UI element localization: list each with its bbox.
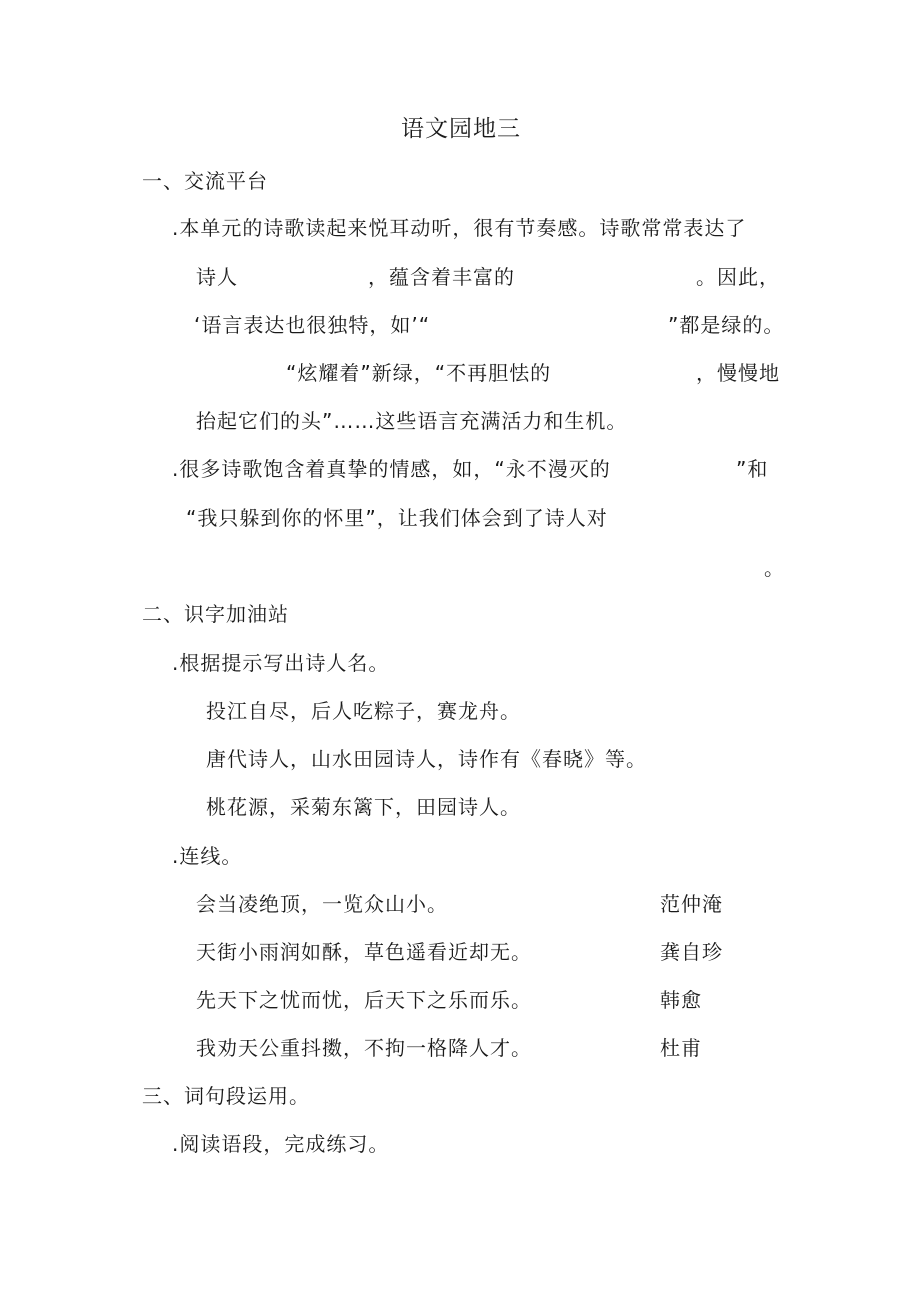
match-line-1: 会当凌绝顶，一览众山小。 [196,892,448,916]
s2-question-1: .根据提示写出诗人名。 [172,651,390,675]
match-line-2: 天街小雨润如酥，草色遥看近却无。 [196,940,532,964]
s1-p1-line3-a: ‘语言表达也很独特，如’“ [194,313,431,337]
s1-p1-line5: 抬起它们的头”……这些语言充满活力和生机。 [196,409,628,433]
s1-p2-line1-b: ”和 [736,457,769,481]
s2-hint-1: 投江自尽，后人吃粽子，赛龙舟。 [206,699,521,723]
section-1-heading: 一、交流平台 [142,169,268,193]
s1-p1-line2-a: 诗人 [196,265,238,289]
s2-hint-3: 桃花源，采菊东篱下，田园诗人。 [206,795,521,819]
section-3-heading: 三、词句段运用。 [142,1084,310,1108]
page-title: 语文园地三 [401,116,521,142]
s3-question-1: .阅读语段，完成练习。 [172,1132,390,1156]
s1-p1-line2-b: ，蕴含着丰富的 [368,265,515,289]
section-2-heading: 二、识字加油站 [142,602,289,626]
match-poet-1: 范仲淹 [660,892,723,916]
match-line-4: 我劝天公重抖擞，不拘一格降人才。 [196,1036,532,1060]
s1-p1-line1: .本单元的诗歌读起来悦耳动听，很有节奏感。诗歌常常表达了 [172,216,747,240]
s1-p2-line2: “我只躲到你的怀里”，让我们体会到了诗人对 [186,506,608,530]
s1-p1-line4-a: “炫耀着”新绿，“不再胆怯的 [286,361,552,385]
match-poet-3: 韩愈 [660,988,702,1012]
match-line-3: 先天下之忧而忧，后天下之乐而乐。 [196,988,532,1012]
s1-p1-line2-c: 。因此， [696,265,780,289]
s2-hint-2: 唐代诗人，山水田园诗人，诗作有《春晓》等。 [206,747,647,771]
s1-p1-line4-b: ，慢慢地 [696,361,780,385]
s1-p2-line1-a: .很多诗歌饱含着真挚的情感，如，“永不漫灭的 [172,457,611,481]
match-poet-2: 龚自珍 [660,940,723,964]
s1-p1-line3-b: ”都是绿的。 [668,313,785,337]
s2-question-2: .连线。 [172,844,243,868]
match-poet-4: 杜甫 [660,1036,702,1060]
s1-p2-line3: 。 [764,556,785,580]
